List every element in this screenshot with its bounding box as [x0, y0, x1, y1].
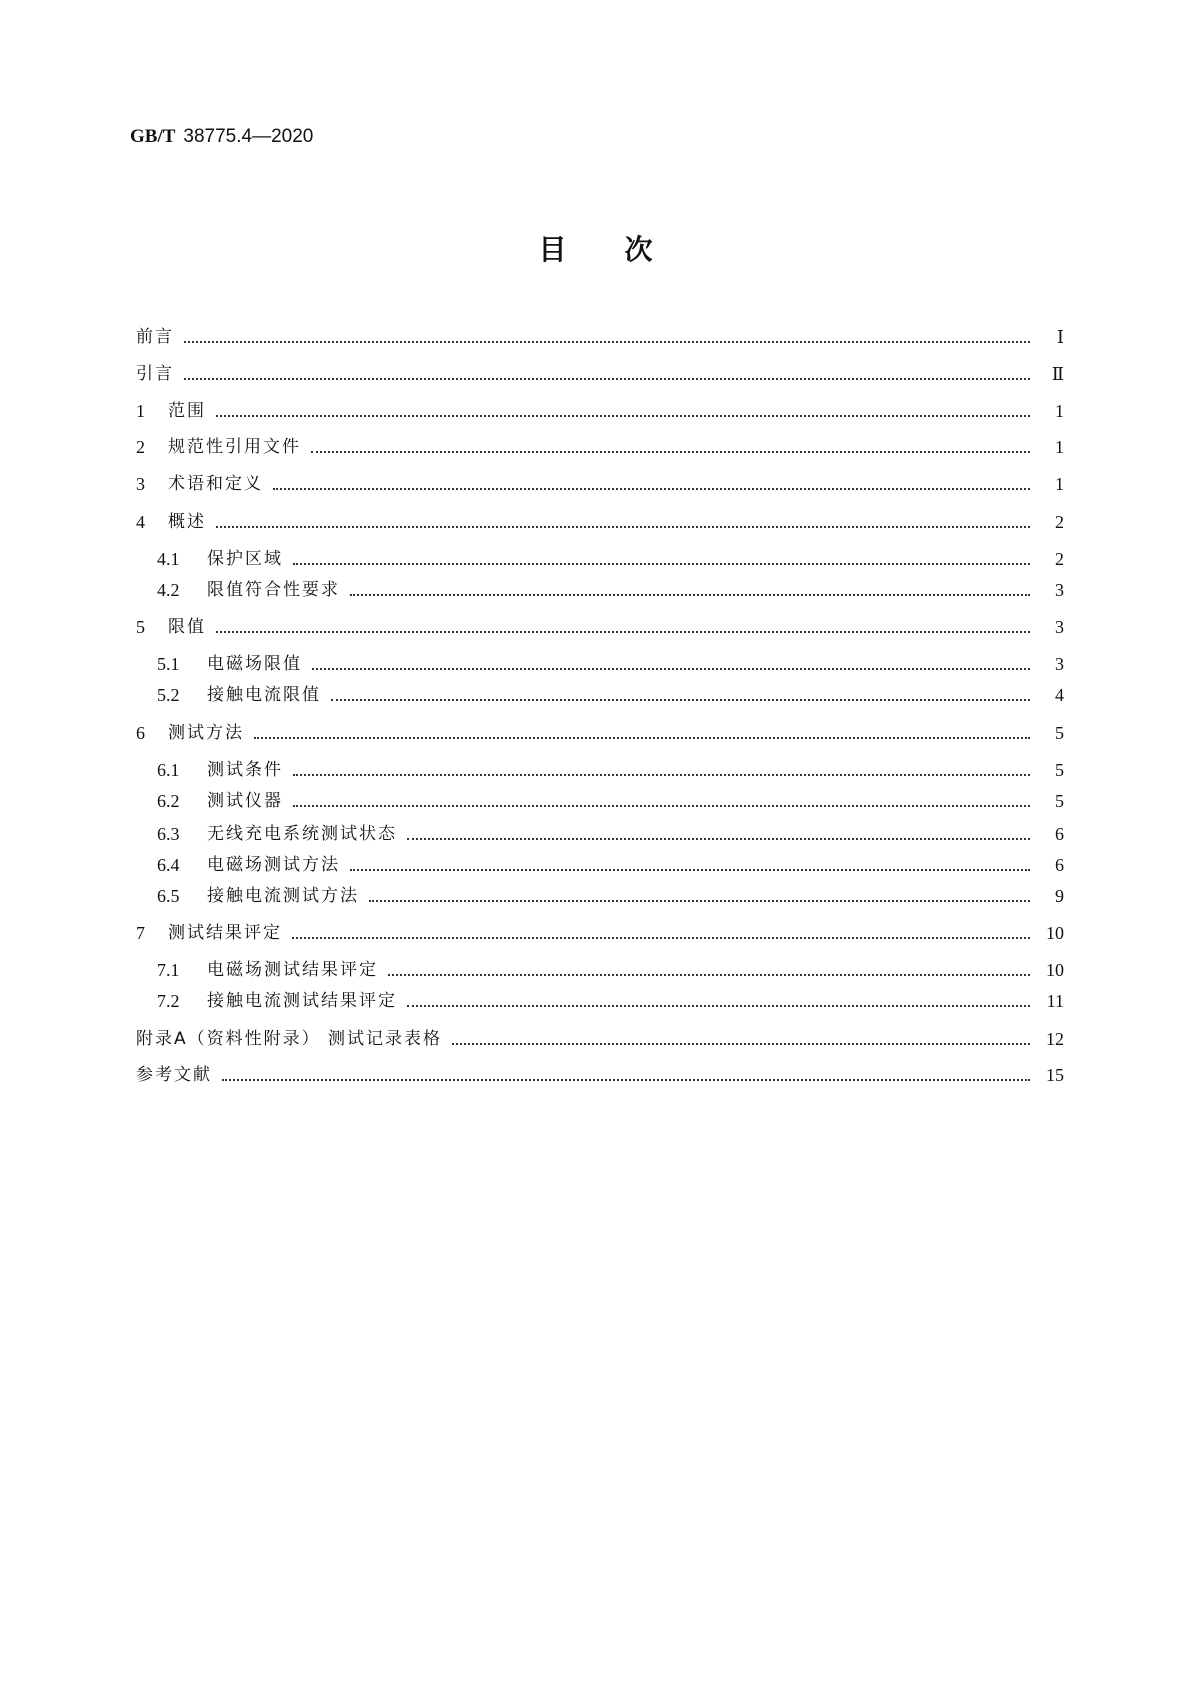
toc-entry-number: 4: [136, 512, 145, 532]
toc-entry-number: 6.1: [157, 760, 180, 780]
dot-leader: [369, 900, 1030, 902]
toc-entry-label: 附录A（资料性附录） 测试记录表格: [136, 1029, 443, 1049]
toc-entry-page: 3: [1055, 654, 1064, 674]
standard-number: [130, 126, 313, 148]
toc-entry[interactable]: [136, 918, 1064, 944]
standard-code: 38775.4—2020: [183, 126, 314, 147]
dot-leader: [184, 378, 1030, 380]
toc-entry-page: 6: [1055, 855, 1064, 875]
toc-entry-page: 5: [1055, 723, 1064, 743]
toc-entry[interactable]: [157, 544, 1064, 570]
toc-entry-label: 参考文献: [136, 1065, 212, 1085]
toc-entry[interactable]: [157, 575, 1064, 601]
dot-leader: [350, 594, 1030, 596]
toc-entry-label: 保护区域: [207, 549, 283, 569]
standard-prefix: GB/T: [130, 126, 176, 147]
toc-entry-label: 接触电流测试结果评定: [207, 991, 397, 1011]
toc-entry-page: 2: [1055, 549, 1064, 569]
dot-leader: [331, 699, 1030, 701]
toc-entry-page: 1: [1055, 437, 1064, 457]
toc-entry-page: 4: [1055, 685, 1064, 705]
toc-entry-label: 测试结果评定: [168, 923, 282, 943]
dot-leader: [254, 737, 1030, 739]
toc-entry-page: 3: [1055, 617, 1064, 637]
toc-entry-label: 前言: [136, 327, 174, 347]
dot-leader: [273, 488, 1030, 490]
toc-entry-number: 3: [136, 474, 145, 494]
toc-entry[interactable]: [136, 396, 1064, 422]
toc-entry[interactable]: [157, 955, 1064, 981]
dot-leader: [216, 631, 1030, 633]
dot-leader: [452, 1043, 1030, 1045]
toc-entry-page: 1: [1055, 401, 1064, 421]
dot-leader: [293, 805, 1030, 807]
toc-entry-page: 9: [1055, 886, 1064, 906]
toc-entry-label: 规范性引用文件: [168, 437, 301, 457]
toc-entry[interactable]: [157, 819, 1064, 845]
toc-entry-label: 电磁场测试方法: [207, 855, 340, 875]
toc-entry-page: 12: [1046, 1029, 1064, 1049]
toc-entry-label: 限值: [168, 617, 206, 637]
toc-entry-number: 5: [136, 617, 145, 637]
toc-entry[interactable]: [157, 755, 1064, 781]
toc-entry-number: 7: [136, 923, 145, 943]
toc-entry[interactable]: [157, 986, 1064, 1012]
dot-leader: [350, 869, 1030, 871]
toc-entry-page: 5: [1055, 760, 1064, 780]
page-title: 目次: [538, 233, 711, 266]
toc-entry-label: 接触电流测试方法: [207, 886, 359, 906]
toc-entry-page: 3: [1055, 580, 1064, 600]
toc-entry-page: 1: [1055, 474, 1064, 494]
dot-leader: [311, 451, 1030, 453]
dot-leader: [293, 563, 1030, 565]
toc-entry-label: 电磁场测试结果评定: [207, 960, 378, 980]
toc-entry-label: 引言: [136, 364, 174, 384]
toc-entry-page: Ⅰ: [1056, 327, 1064, 347]
toc-entry-number: 5.1: [157, 654, 180, 674]
toc-entry[interactable]: [157, 881, 1064, 907]
toc-entry-number: 6.5: [157, 886, 180, 906]
toc-entry[interactable]: [157, 786, 1064, 812]
toc-entry-label: 接触电流限值: [207, 685, 321, 705]
toc-entry[interactable]: [136, 469, 1064, 495]
toc-entry-label: 限值符合性要求: [207, 580, 340, 600]
toc-entry-number: 6.4: [157, 855, 180, 875]
toc-entry-label: 概述: [168, 512, 206, 532]
dot-leader: [216, 526, 1030, 528]
toc-entry[interactable]: [157, 850, 1064, 876]
toc-entry-number: 7.2: [157, 991, 180, 1011]
toc-entry[interactable]: [136, 1060, 1064, 1086]
toc-entry[interactable]: [136, 1024, 1064, 1050]
dot-leader: [184, 341, 1030, 343]
toc-entry-page: 10: [1046, 960, 1064, 980]
toc-entry-number: 6: [136, 723, 145, 743]
toc-entry-label: 电磁场限值: [207, 654, 302, 674]
dot-leader: [293, 774, 1030, 776]
dot-leader: [312, 668, 1030, 670]
dot-leader: [388, 974, 1030, 976]
toc-entry-label: 无线充电系统测试状态: [207, 824, 397, 844]
toc-entry[interactable]: [136, 612, 1064, 638]
toc-entry[interactable]: [136, 359, 1064, 385]
toc-entry-page: 10: [1046, 923, 1064, 943]
toc-entry-number: 4.1: [157, 549, 180, 569]
dot-leader: [407, 1005, 1030, 1007]
toc-entry-page: 6: [1055, 824, 1064, 844]
toc-entry-page: 2: [1055, 512, 1064, 532]
toc-entry-page: Ⅱ: [1051, 364, 1064, 384]
toc-entry-label: 测试仪器: [207, 791, 283, 811]
toc-entry-number: 2: [136, 437, 145, 457]
dot-leader: [407, 838, 1030, 840]
toc-entry-number: 7.1: [157, 960, 180, 980]
toc-entry-page: 15: [1046, 1065, 1064, 1085]
dot-leader: [216, 415, 1030, 417]
toc-entry[interactable]: [136, 432, 1064, 458]
toc-entry-number: 4.2: [157, 580, 180, 600]
toc-entry[interactable]: [157, 649, 1064, 675]
toc-entry-label: 范围: [168, 401, 206, 421]
toc-entry-page: 11: [1046, 991, 1064, 1011]
toc-entry[interactable]: [136, 322, 1064, 348]
toc-entry-number: 6.3: [157, 824, 180, 844]
dot-leader: [222, 1079, 1030, 1081]
dot-leader: [292, 937, 1030, 939]
toc-entry[interactable]: [136, 718, 1064, 744]
toc-entry-page: 5: [1055, 791, 1064, 811]
toc-entry-label: 测试条件: [207, 760, 283, 780]
toc-entry-label: 术语和定义: [168, 474, 263, 494]
toc-entry-number: 5.2: [157, 685, 180, 705]
toc-entry-number: 1: [136, 401, 145, 421]
toc-entry-number: 6.2: [157, 791, 180, 811]
toc-entry[interactable]: [136, 507, 1064, 533]
toc-entry[interactable]: [157, 680, 1064, 706]
toc-entry-label: 测试方法: [168, 723, 244, 743]
